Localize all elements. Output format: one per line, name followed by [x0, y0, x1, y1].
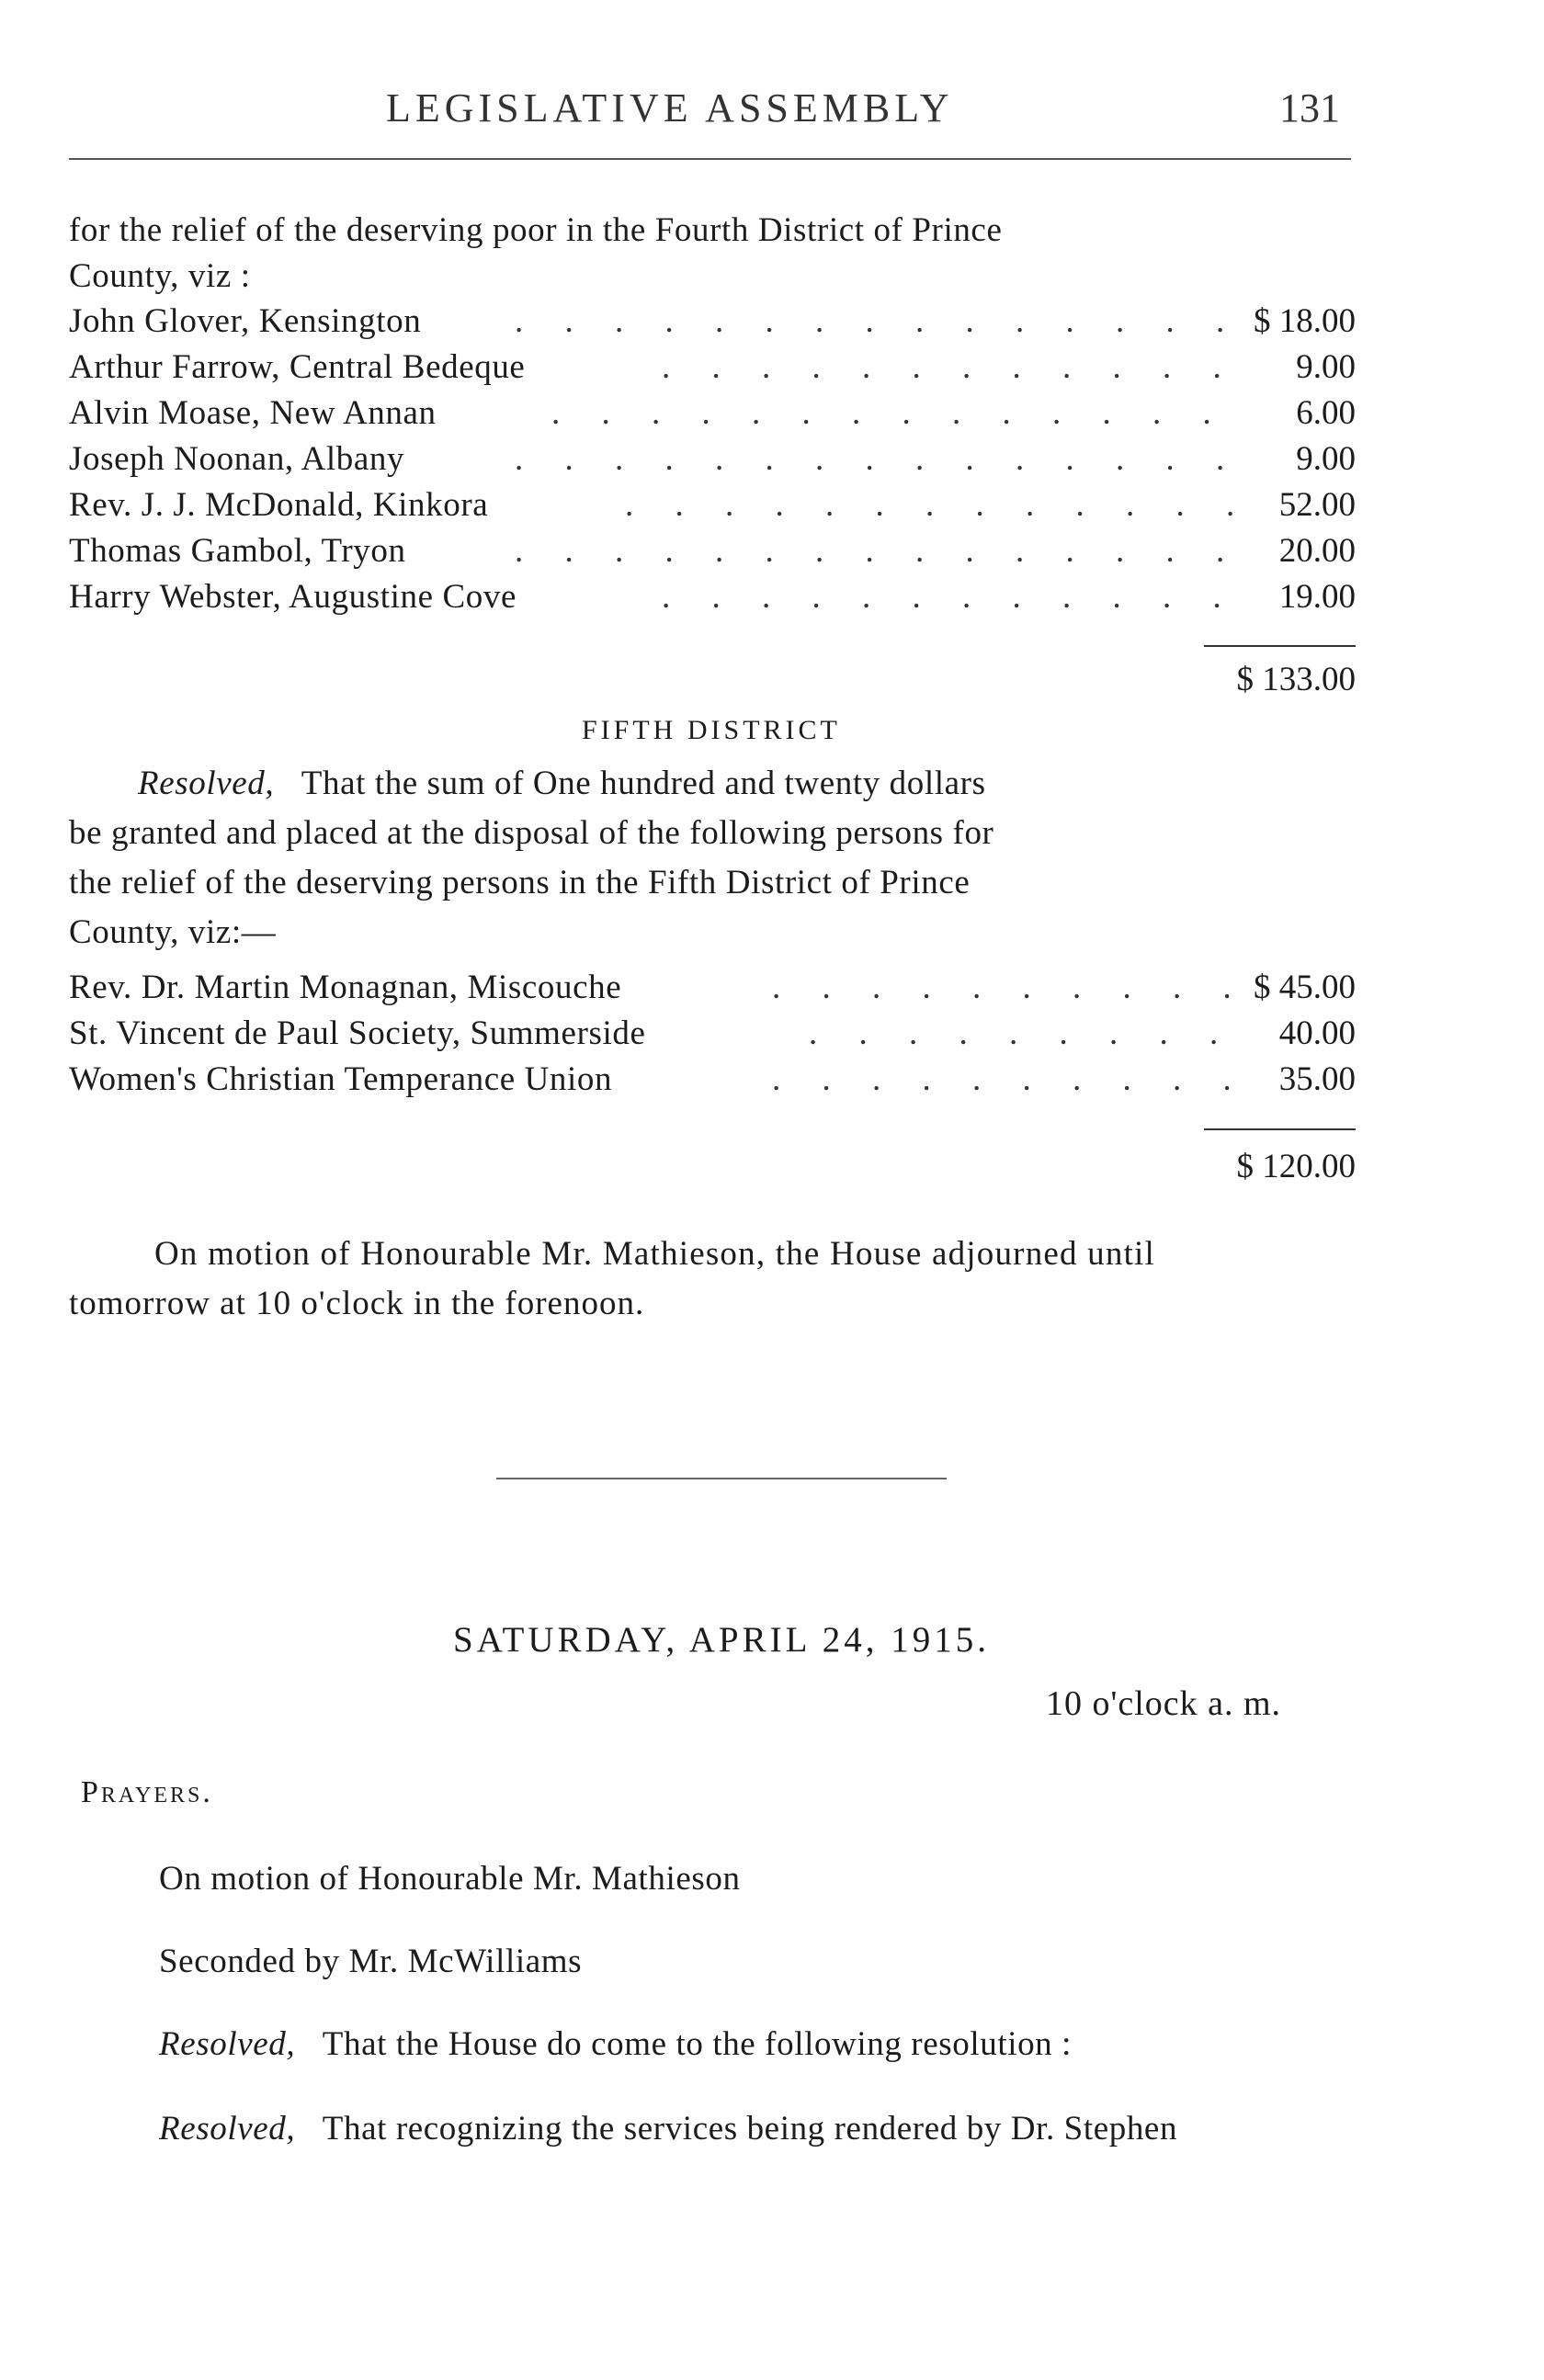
resolved-label: Resolved,	[159, 2110, 296, 2148]
resolved-label: Resolved,	[138, 765, 275, 802]
resolution-line2: be granted and placed at the disposal of the following persons for	[69, 814, 994, 852]
leader-dots: . . . . . . . . . . . . . . .	[515, 532, 1242, 570]
motion-line: On motion of Honourable Mr. Mathieson	[159, 1860, 741, 1898]
leader-dots: . . . . . . . . . . . .	[662, 578, 1238, 616]
list-item-amount: 35.00	[1278, 1060, 1356, 1098]
leader-dots: . . . . . . . . . . . . . . .	[515, 302, 1242, 340]
leader-dots: . . . . . . . . .	[809, 1014, 1235, 1052]
resolution-text: That the sum of One hundred and twenty dollars	[301, 765, 986, 802]
section-separator	[496, 1478, 947, 1479]
resolution-line3: the relief of the deserving persons in the Fifth District of Prince	[69, 864, 971, 901]
list-item-amount: 19.00	[1278, 578, 1356, 616]
leader-dots: . . . . . . . . . . . . . . .	[515, 440, 1242, 478]
prayers-heading: Prayers.	[81, 1775, 213, 1809]
list-item-name: Joseph Noonan, Albany	[69, 440, 405, 478]
seconded-line: Seconded by Mr. McWilliams	[159, 1943, 583, 1980]
list-item-name: Harry Webster, Augustine Cove	[69, 578, 517, 616]
fourth-district-intro-line2: County, viz :	[69, 257, 251, 295]
resolution-line	[159, 2106, 1177, 2152]
list-item-amount: 9.00	[1296, 348, 1356, 386]
list-item-name: St. Vincent de Paul Society, Summerside	[69, 1014, 646, 1052]
list-item-amount: 52.00	[1278, 486, 1356, 524]
fifth-district-total: $ 120.00	[1236, 1148, 1356, 1185]
fourth-district-total: $ 133.00	[1236, 661, 1356, 698]
list-item-name: Rev. Dr. Martin Monagnan, Miscouche	[69, 969, 622, 1006]
leader-dots: . . . . . . . . . . . . .	[625, 486, 1252, 524]
list-item-name: Arthur Farrow, Central Bedeque	[69, 348, 526, 386]
resolution-line4: County, viz:—	[69, 913, 277, 951]
sitting-time: 10 o'clock a. m.	[1046, 1684, 1282, 1723]
resolution-line1	[138, 761, 986, 807]
resolved-label: Resolved,	[159, 2025, 296, 2063]
resolution-text: That the House do come to the following resolution :	[322, 2025, 1073, 2063]
resolution-text: That recognizing the services being rendered by Dr. Stephen	[322, 2110, 1178, 2148]
header-rule	[69, 158, 1351, 160]
list-item-amount: $ 18.00	[1254, 302, 1356, 340]
list-item-name: Women's Christian Temperance Union	[69, 1060, 613, 1098]
list-item-name: Thomas Gambol, Tryon	[69, 532, 406, 570]
list-item-name: Alvin Moase, New Annan	[69, 394, 437, 432]
adjournment-line1: On motion of Honourable Mr. Mathieson, the House adjourned until	[154, 1235, 1156, 1273]
list-item-amount: $ 45.00	[1254, 969, 1356, 1006]
list-item-amount: 20.00	[1278, 532, 1356, 570]
list-item-name: John Glover, Kensington	[69, 302, 422, 340]
running-header-title: LEGISLATIVE ASSEMBLY	[386, 85, 954, 130]
sum-rule	[1204, 1128, 1356, 1130]
adjournment-line2: tomorrow at 10 o'clock in the forenoon.	[69, 1285, 645, 1322]
sum-rule	[1204, 645, 1356, 647]
leader-dots: . . . . . . . . . . . . . .	[551, 394, 1228, 432]
section-heading: FIFTH DISTRICT	[582, 715, 841, 745]
leader-dots: . . . . . . . . . . . .	[662, 348, 1238, 386]
list-item-name: Rev. J. J. McDonald, Kinkora	[69, 486, 489, 524]
sitting-date: SATURDAY, APRIL 24, 1915.	[453, 1620, 990, 1660]
list-item-amount: 9.00	[1296, 440, 1356, 478]
leader-dots: . . . . . . . . . .	[772, 1060, 1248, 1098]
list-item-amount: 6.00	[1296, 394, 1356, 432]
leader-dots: . . . . . . . . . .	[772, 969, 1248, 1006]
fourth-district-intro-line1: for the relief of the deserving poor in the Fourth District of Prince	[69, 211, 1003, 249]
page-number: 131	[1279, 85, 1340, 130]
resolution-line	[159, 2022, 1072, 2068]
list-item-amount: 40.00	[1278, 1014, 1356, 1052]
